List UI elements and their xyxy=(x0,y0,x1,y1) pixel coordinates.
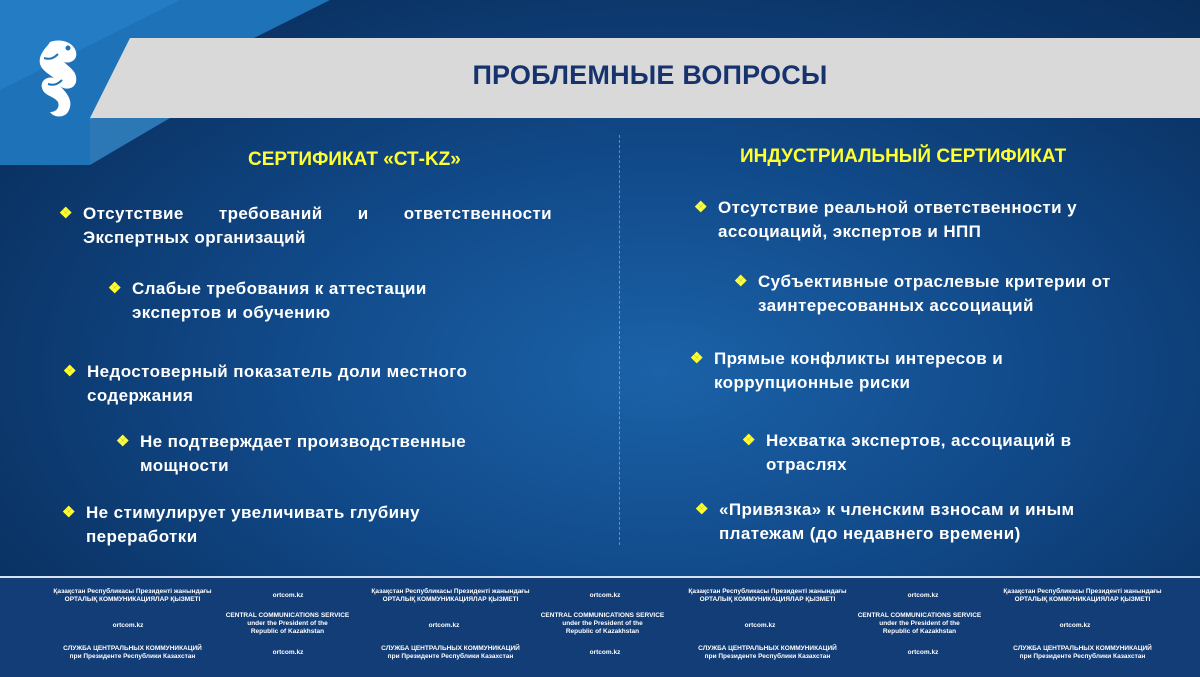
footer-kz-2: Қазақстан Республикасы Президенті жанындағы ОРТАЛЫҚ КОММУНИКАЦИЯЛАР ҚЫЗМЕТІ xyxy=(371,588,530,603)
footer-ru-1: СЛУЖБА ЦЕНТРАЛЬНЫХ КОММУНИКАЦИЙ при Президенте Республики Казахстан xyxy=(63,645,202,660)
footer-site: ortcom.kz xyxy=(907,592,939,599)
footer-en-3: CENTRAL COMMUNICATIONS SERVICE under the President of the Republic of Kazakhstan xyxy=(857,612,982,635)
item-text: Недостоверный показатель доли местного содержания xyxy=(87,362,468,405)
footer-ru-4: СЛУЖБА ЦЕНТРАЛЬНЫХ КОММУНИКАЦИЙ при Президенте Республики Казахстан xyxy=(1013,645,1152,660)
right-column-title: ИНДУСТРИАЛЬНЫЙ СЕРТИФИКАТ xyxy=(740,146,1067,167)
item-text: Прямые конфликты интересов и коррупционные риски xyxy=(714,349,1004,392)
left-item-1 xyxy=(59,202,552,250)
item-text: «Привязка» к членским взносам и иным платежам (до недавнего времени) xyxy=(719,500,1075,543)
footer-site: ortcom.kz xyxy=(428,622,460,629)
footer-site: ortcom.kz xyxy=(907,649,939,656)
footer-ru-3: СЛУЖБА ЦЕНТРАЛЬНЫХ КОММУНИКАЦИЙ при Президенте Республики Казахстан xyxy=(698,645,837,660)
diamond-bullet-icon: ❖ xyxy=(695,501,709,518)
item-text: Не стимулирует увеличивать глубину переработки xyxy=(86,503,421,546)
right-item-5 xyxy=(695,498,1139,546)
footer-site: ortcom.kz xyxy=(272,592,304,599)
footer-site: ortcom.kz xyxy=(1059,622,1091,629)
item-text: Субъективные отраслевые критерии от заинтересованных ассоциаций xyxy=(758,272,1111,315)
left-column-title: СЕРТИФИКАТ «СТ-KZ» xyxy=(248,149,461,170)
item-text: Слабые требования к аттестации экспертов и обучению xyxy=(132,279,427,322)
item-text: Отсутствие требований и ответственности Экспертных организаций xyxy=(83,204,552,247)
diamond-bullet-icon: ❖ xyxy=(62,504,76,521)
snow-leopard-emblem-icon xyxy=(30,38,84,120)
footer-strip xyxy=(0,576,1200,677)
right-item-1 xyxy=(694,196,1138,244)
footer-en-2: CENTRAL COMMUNICATIONS SERVICE under the President of the Republic of Kazakhstan xyxy=(540,612,665,635)
right-item-3 xyxy=(690,347,1064,395)
footer-en-1: CENTRAL COMMUNICATIONS SERVICE under the President of the Republic of Kazakhstan xyxy=(225,612,350,635)
left-item-5 xyxy=(62,501,476,549)
item-text: Не подтверждает производственные мощности xyxy=(140,432,467,475)
page-title: ПРОБЛЕМНЫЕ ВОПРОСЫ xyxy=(472,60,828,90)
diamond-bullet-icon: ❖ xyxy=(116,433,130,450)
footer-site: ortcom.kz xyxy=(744,622,776,629)
footer-kz-3: Қазақстан Республикасы Президенті жанындағы ОРТАЛЫҚ КОММУНИКАЦИЯЛАР ҚЫЗМЕТІ xyxy=(688,588,847,603)
left-item-4 xyxy=(116,430,520,478)
item-text: Отсутствие реальной ответственности у ассоциаций, экспертов и НПП xyxy=(718,198,1077,241)
diamond-bullet-icon: ❖ xyxy=(63,363,77,380)
diamond-bullet-icon: ❖ xyxy=(734,273,748,290)
right-item-2 xyxy=(734,270,1158,318)
footer-site: ortcom.kz xyxy=(589,649,621,656)
footer-site: ortcom.kz xyxy=(112,622,144,629)
left-item-2 xyxy=(108,277,477,325)
footer-ru-2: СЛУЖБА ЦЕНТРАЛЬНЫХ КОММУНИКАЦИЙ при Президенте Республики Казахстан xyxy=(381,645,520,660)
left-item-3 xyxy=(63,360,527,408)
diamond-bullet-icon: ❖ xyxy=(694,199,708,216)
footer-site: ortcom.kz xyxy=(589,592,621,599)
diamond-bullet-icon: ❖ xyxy=(690,350,704,367)
column-divider xyxy=(619,135,620,545)
diamond-bullet-icon: ❖ xyxy=(59,205,73,222)
item-text: Нехватка экспертов, ассоциаций в отраслях xyxy=(766,431,1072,474)
footer-site: ortcom.kz xyxy=(272,649,304,656)
right-item-4 xyxy=(742,429,1126,477)
footer-kz-4: Қазақстан Республикасы Президенті жанындағы ОРТАЛЫҚ КОММУНИКАЦИЯЛАР ҚЫЗМЕТІ xyxy=(1003,588,1162,603)
footer-kz-1: Қазақстан Республикасы Президенті жанындағы ОРТАЛЫҚ КОММУНИКАЦИЯЛАР ҚЫЗМЕТІ xyxy=(53,588,212,603)
diamond-bullet-icon: ❖ xyxy=(742,432,756,449)
diamond-bullet-icon: ❖ xyxy=(108,280,122,297)
